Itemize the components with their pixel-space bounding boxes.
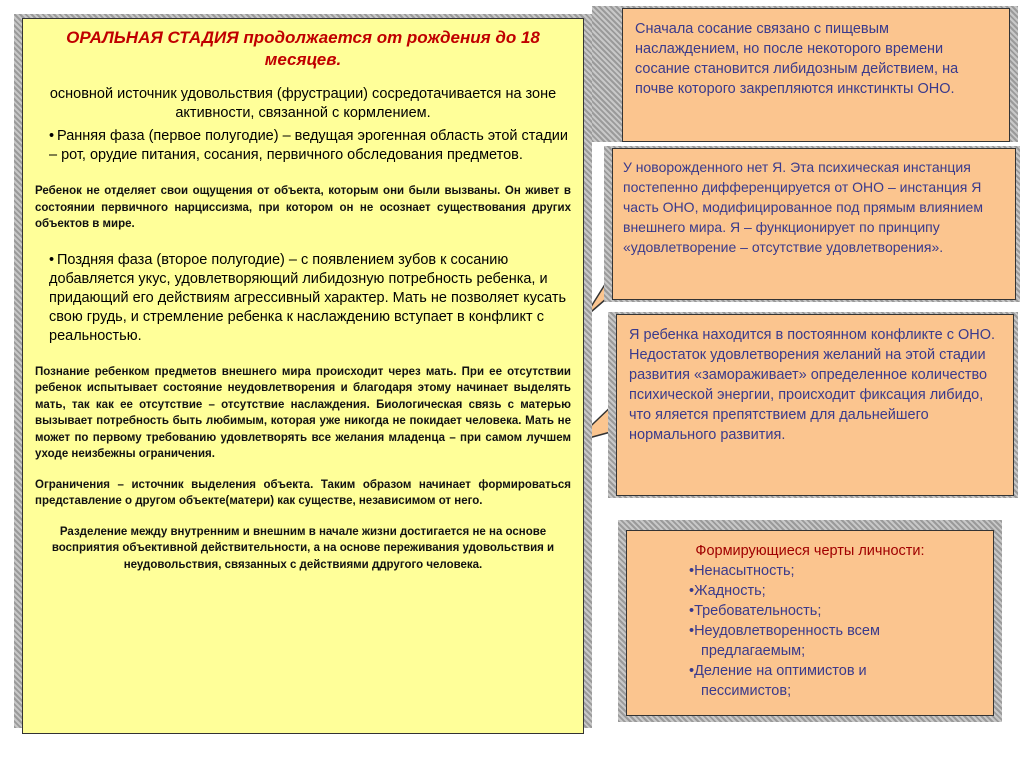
- trait-text: Жадность;: [694, 583, 766, 599]
- trait-item: •Деление на оптимистов и: [689, 663, 867, 679]
- trait-item: •Неудовлетворенность всем: [689, 623, 880, 639]
- early-phase-item: [49, 127, 571, 165]
- bullet-icon: •: [49, 251, 55, 268]
- mother-paragraph: Познание ребенком предметов внешнего мира происходит через мать. При ее отсутствии ребенок испытывает состояние неудовлетворения и благодаря этому начинает выделять мать, так как ее отсутствие – отсутствие наслаждения. Биологическая связь с матерью вызывает потребность быть любимым, которая уже никогда не покидает человека. Мать не может по первому требованию удовлетворять все желания младенца – при самом лучшем уходе неизбежны ограничения.: [35, 365, 571, 460]
- trait-item: •Требовательность;: [689, 603, 822, 619]
- callout-ego-text: У новорожденного нет Я. Эта психическая инстанция постепенно дифференцируется от ОНО – инстанция Я часть ОНО, модифицированное под прямым влиянием внешнего мира. Я – функционирует по принципу «удовлетворение – отсутствие удовлетворения».: [623, 159, 983, 255]
- bullet-icon: •: [49, 128, 55, 144]
- trait-text: Неудовлетворенность всем: [694, 623, 880, 639]
- callout-conflict-text: Я ребенка находится в постоянном конфликте с ОНО. Недостаток удовлетворения желаний на этой стадии развития «замораживает» определенное количество психической энергии, происходит фиксация либидо, что яляется препятствием для дальнейшего нормального развития.: [629, 327, 996, 443]
- trait-item: •Ненасытность;: [689, 563, 795, 579]
- trait-item: •Жадность;: [689, 583, 766, 599]
- traits-panel: [626, 530, 994, 716]
- trait-text: Деление на оптимистов и: [694, 663, 867, 679]
- trait-continuation: пессимистов;: [701, 683, 792, 699]
- oral-stage-panel: [22, 18, 584, 734]
- separation-paragraph: Разделение между внутренним и внешним в начале жизни достигается не на основе восприятия объективной действительности, а на основе переживания удовольствия и неудовольствия, связанных с действиями ддругого человека.: [51, 525, 555, 571]
- callout-sucking: [622, 8, 1010, 142]
- traits-heading: Формирующиеся черты личности:: [695, 543, 925, 559]
- narcissism-paragraph: Ребенок не отделяет свои ощущения от объекта, которым они были вызваны. Он живет в состоянии первичного нарциссизма, при котором он не осознает существования других объектов в мире.: [35, 185, 571, 230]
- late-phase-item: [49, 251, 571, 346]
- object-paragraph: Ограничения – источник выделения объекта. Таким образом начинает формироваться представление о другом объекте(матери) как существе, независимом от него.: [35, 478, 571, 507]
- trait-text: Ненасытность;: [694, 563, 795, 579]
- callout-sucking-text: Сначала сосание связано с пищевым наслаждением, но после некоторого времени сосание становится либидозным действием, на почве которого закрепляются инкстинкты ОНО.: [635, 21, 959, 97]
- trait-text: Требовательность;: [694, 603, 822, 619]
- stage-title: ОРАЛЬНАЯ СТАДИЯ продолжается от рождения до 18 месяцев.: [66, 28, 540, 69]
- late-phase-text: Поздняя фаза (второе полугодие) – с появлением зубов к сосанию добавляется укус, удовлетворяющий либидозную потребность ребенка, и придающий его действиям агрессивный характер. Мать не позволяет кусать свою грудь, и стремление ребенка к наслаждению вступает в конфликт с реальностью.: [49, 251, 567, 344]
- callout-ego: [612, 148, 1016, 300]
- callout-conflict: [616, 314, 1014, 496]
- trait-continuation: предлагаемым;: [701, 643, 806, 659]
- early-phase-text: Ранняя фаза (первое полугодие) – ведущая эрогенная область этой стадии – рот, орудие питания, сосания, первичного обследования предметов.: [49, 128, 568, 163]
- intro-text: основной источник удовольствия (фрустрации) сосредотачивается на зоне активности, связанной с кормлением.: [49, 86, 557, 121]
